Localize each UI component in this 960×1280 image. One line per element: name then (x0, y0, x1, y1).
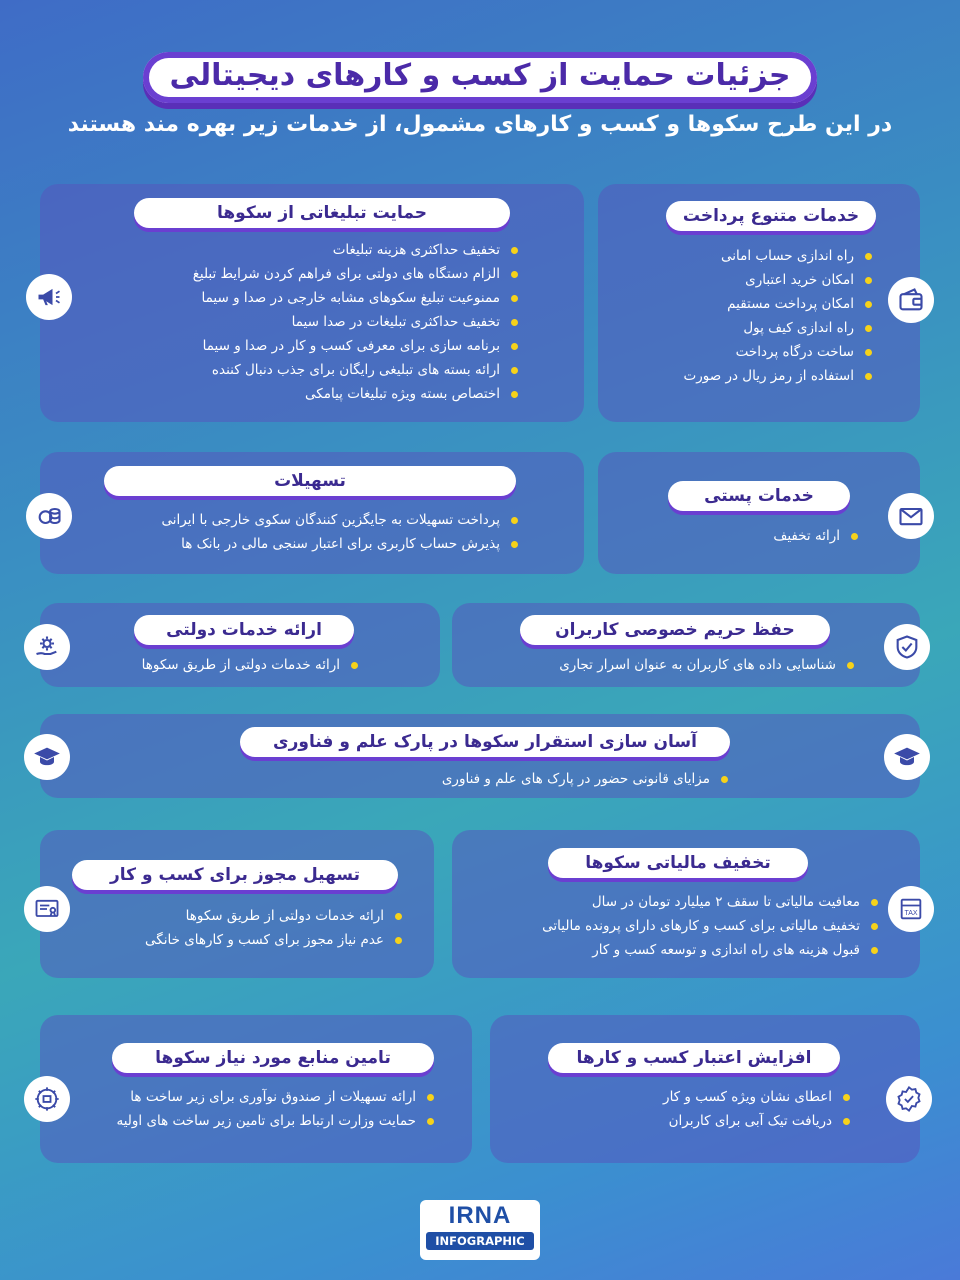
list-item: حمایت وزارت ارتباط برای تامین زیر ساخت های اولیه (116, 1109, 436, 1133)
list-item: ارائه خدمات دولتی از طریق سکوها (142, 653, 360, 677)
facilities-title: تسهیلات (104, 466, 516, 496)
certificate-icon (24, 886, 70, 932)
envelope-icon (888, 493, 934, 539)
gear-hand-icon (24, 624, 70, 670)
list-item: برنامه سازی برای معرفی کسب و کار در صدا و سیما (193, 334, 520, 358)
megaphone-icon (26, 274, 72, 320)
list-item: اختصاص بسته ویژه تبلیغات پیامکی (193, 382, 520, 406)
list-item: مزایای قانونی حضور در پارک های علم و فناوری (442, 767, 730, 791)
privacy-list (559, 653, 856, 677)
list-item: امکان خرید اعتباری (684, 268, 874, 292)
graduation-cap-icon (884, 734, 930, 780)
postal-list (773, 524, 860, 548)
sciencepark-list (442, 767, 730, 791)
logo-brand: IRNA (448, 1202, 512, 1229)
credibility-card (490, 1015, 920, 1163)
list-item: پرداخت تسهیلات به جایگزین کنندگان سکوی خارجی با ایرانی (162, 508, 521, 532)
list-item: ساخت درگاه پرداخت (684, 340, 874, 364)
list-item: ممنوعیت تبلیغ سکوهای مشابه خارجی در صدا و سیما (193, 286, 520, 310)
sciencepark-card (40, 714, 920, 798)
box-gear-icon (24, 1076, 70, 1122)
list-item: تخفیف مالیاتی برای کسب و کارهای دارای پرونده مالیاتی (542, 914, 880, 938)
license-card (40, 830, 434, 978)
list-item: ارائه تخفیف (773, 524, 860, 548)
government-card (40, 603, 440, 687)
advertising-card (40, 184, 584, 422)
tax-document-icon (888, 886, 934, 932)
tax-card (452, 830, 920, 978)
irna-logo (420, 1200, 540, 1260)
tax-list (542, 890, 880, 962)
government-list (142, 653, 360, 677)
list-item: دریافت تیک آبی برای کاربران (663, 1109, 852, 1133)
resources-card (40, 1015, 472, 1163)
list-item: راه اندازی کیف پول (684, 316, 874, 340)
advertising-list (193, 238, 520, 406)
postal-card (598, 452, 920, 574)
list-item: امکان پرداخت مستقیم (684, 292, 874, 316)
list-item: عدم نیاز مجوز برای کسب و کارهای خانگی (145, 928, 404, 952)
list-item: استفاده از رمز ریال در صورت (684, 364, 874, 388)
privacy-title: حفظ حریم خصوصی کاربران (520, 615, 830, 645)
facilities-list (162, 508, 521, 556)
list-item: ارائه بسته های تبلیغی رایگان برای جذب دنبال کننده (193, 358, 520, 382)
page-subtitle: در این طرح سکوها و کسب و کارهای مشمول، از خدمات زیر بهره مند هستند (67, 112, 893, 137)
shield-check-icon (884, 624, 930, 670)
list-item: قبول هزینه های راه اندازی و توسعه کسب و کار (542, 938, 880, 962)
tax-title: تخفیف مالیاتی سکوها (548, 848, 808, 878)
list-item: معافیت مالیاتی تا سقف ۲ میلیارد تومان در سال (542, 890, 880, 914)
svg-text:TAX: TAX (904, 909, 918, 917)
sciencepark-title: آسان سازی استقرار سکوها در پارک علم و فناوری (240, 727, 730, 757)
facilities-card (40, 452, 584, 574)
postal-title: خدمات پستی (668, 481, 850, 511)
list-item: راه اندازی حساب امانی (684, 244, 874, 268)
list-item: تخفیف حداکثری تبلیغات در صدا سیما (193, 310, 520, 334)
list-item: الزام دستگاه های دولتی برای فراهم کردن شرایط تبلیغ (193, 262, 520, 286)
list-item: پذیرش حساب کاربری برای اعتبار سنجی مالی در بانک ها (162, 532, 521, 556)
graduation-cap-icon (24, 734, 70, 780)
payment-list (684, 244, 874, 388)
privacy-card (452, 603, 920, 687)
list-item: ارائه خدمات دولتی از طریق سکوها (145, 904, 404, 928)
resources-list (116, 1085, 436, 1133)
badge-icon (886, 1076, 932, 1122)
resources-title: تامین منابع مورد نیاز سکوها (112, 1043, 434, 1073)
license-list (145, 904, 404, 952)
page-title: جزئیات حمایت از کسب و کارهای دیجیتالی (143, 52, 816, 103)
list-item: تخفیف حداکثری هزینه تبلیغات (193, 238, 520, 262)
advertising-title: حمایت تبلیغاتی از سکوها (134, 198, 510, 228)
list-item: شناسایی داده های کاربران به عنوان اسرار تجاری (559, 653, 856, 677)
wallet-icon (888, 277, 934, 323)
license-title: تسهیل مجوز برای کسب و کار (72, 860, 398, 890)
list-item: اعطای نشان ویژه کسب و کار (663, 1085, 852, 1109)
list-item: ارائه تسهیلات از صندوق نوآوری برای زیر ساخت ها (116, 1085, 436, 1109)
payment-title: خدمات متنوع پرداخت (666, 201, 876, 231)
logo-tagline: INFOGRAPHIC (426, 1232, 534, 1250)
credibility-title: افزایش اعتبار کسب و کارها (548, 1043, 840, 1073)
payment-card (598, 184, 920, 422)
government-title: ارائه خدمات دولتی (134, 615, 354, 645)
credibility-list (663, 1085, 852, 1133)
coins-icon (26, 493, 72, 539)
